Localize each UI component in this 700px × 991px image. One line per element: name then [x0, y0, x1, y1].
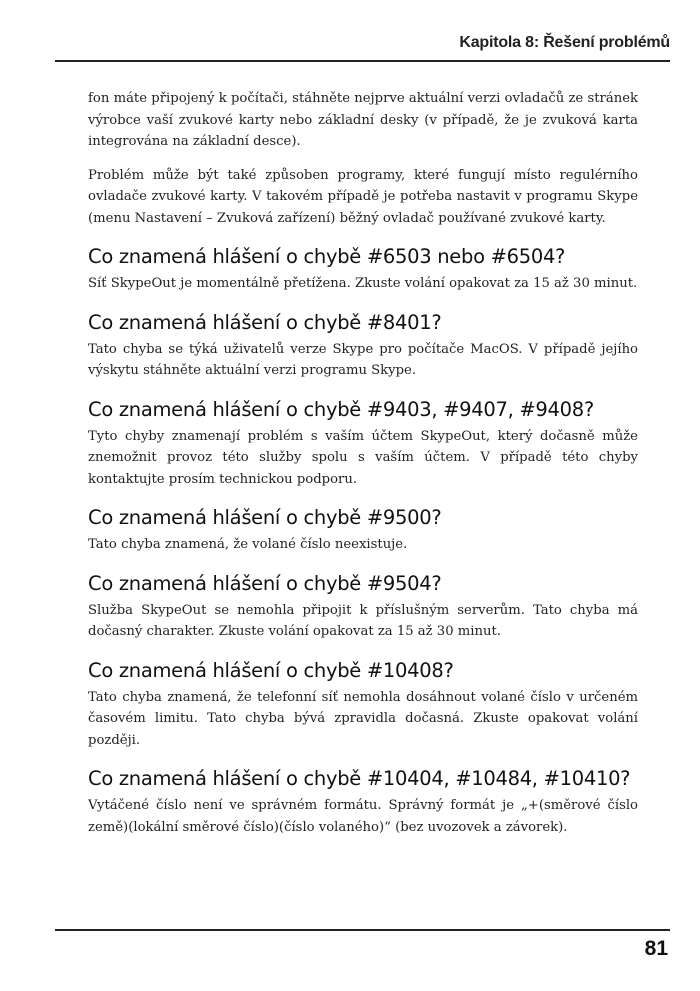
section-heading: Co znamená hlášení o chybě #8401? — [88, 310, 442, 334]
section-text: Tato chyba znamená, že volané číslo neexistuje. — [88, 537, 408, 552]
section-text: Služba SkypeOut se nemohla připojit k příslušným serverům. Tato chyba má dočasný charakter. Zkuste volání opakovat za 15 až 30 minut. — [88, 602, 638, 639]
footer-rule — [55, 929, 670, 931]
section-heading: Co znamená hlášení o chybě #9504? — [88, 571, 442, 595]
section-heading: Co znamená hlášení o chybě #9403, #9407, #9408? — [88, 397, 594, 421]
header-rule — [55, 60, 670, 62]
section-heading: Co znamená hlášení o chybě #9500? — [88, 506, 442, 529]
page-content — [88, 88, 638, 850]
section-heading: Co znamená hlášení o chybě #10404, #10484, #10410? — [88, 767, 631, 790]
section-heading: Co znamená hlášení o chybě #10408? — [88, 658, 454, 682]
section-text: Tato chyba se týká uživatelů verze Skype pro počítače MacOS. V případě jejího výskytu stáhněte aktuální verzi programu Skype. — [88, 341, 638, 378]
intro-paragraph: fon máte připojený k počítači, stáhněte nejprve aktuální verzi ovladačů ze stránek výrobce vaší zvukové karty nebo základní desky (v případě, že je zvuková karta integrována na základní desce). — [88, 91, 638, 149]
intro-paragraph: Problém může být také způsoben programy, které fungují místo regulérního ovladače zvukové karty. V takovém případě je potřeba nastavit v programu Skype (menu Nastavení – Zvuková zařízení) běžný ovladač používané zvukové karty. — [88, 167, 638, 226]
section-text: Síť SkypeOut je momentálně přetížena. Zkuste volání opakovat za 15 až 30 minut. — [88, 276, 638, 291]
section-heading: Co znamená hlášení o chybě #6503 nebo #6504? — [88, 245, 566, 268]
section-text: Tyto chyby znamenají problém s vaším účtem SkypeOut, který dočasně může znemožnit provoz této služby spolu s vaším účtem. V případě této chyby kontaktujte prosím technickou podporu. — [88, 428, 638, 487]
running-header: Kapitola 8: Řešení problémů — [459, 34, 670, 51]
section-text: Tato chyba znamená, že telefonní síť nemohla dosáhnout volané číslo v určeném časovém limitu. Tato chyba bývá zpravidla dočasná. Zkuste opakovat volání později. — [88, 689, 638, 748]
page-number: 81 — [644, 937, 668, 960]
section-text: Vytáčené číslo není ve správném formátu. Správný formát je „+(směrové číslo země)(lokální směrové číslo)(číslo volaného)“ (bez uvozovek a závorek). — [88, 798, 638, 835]
